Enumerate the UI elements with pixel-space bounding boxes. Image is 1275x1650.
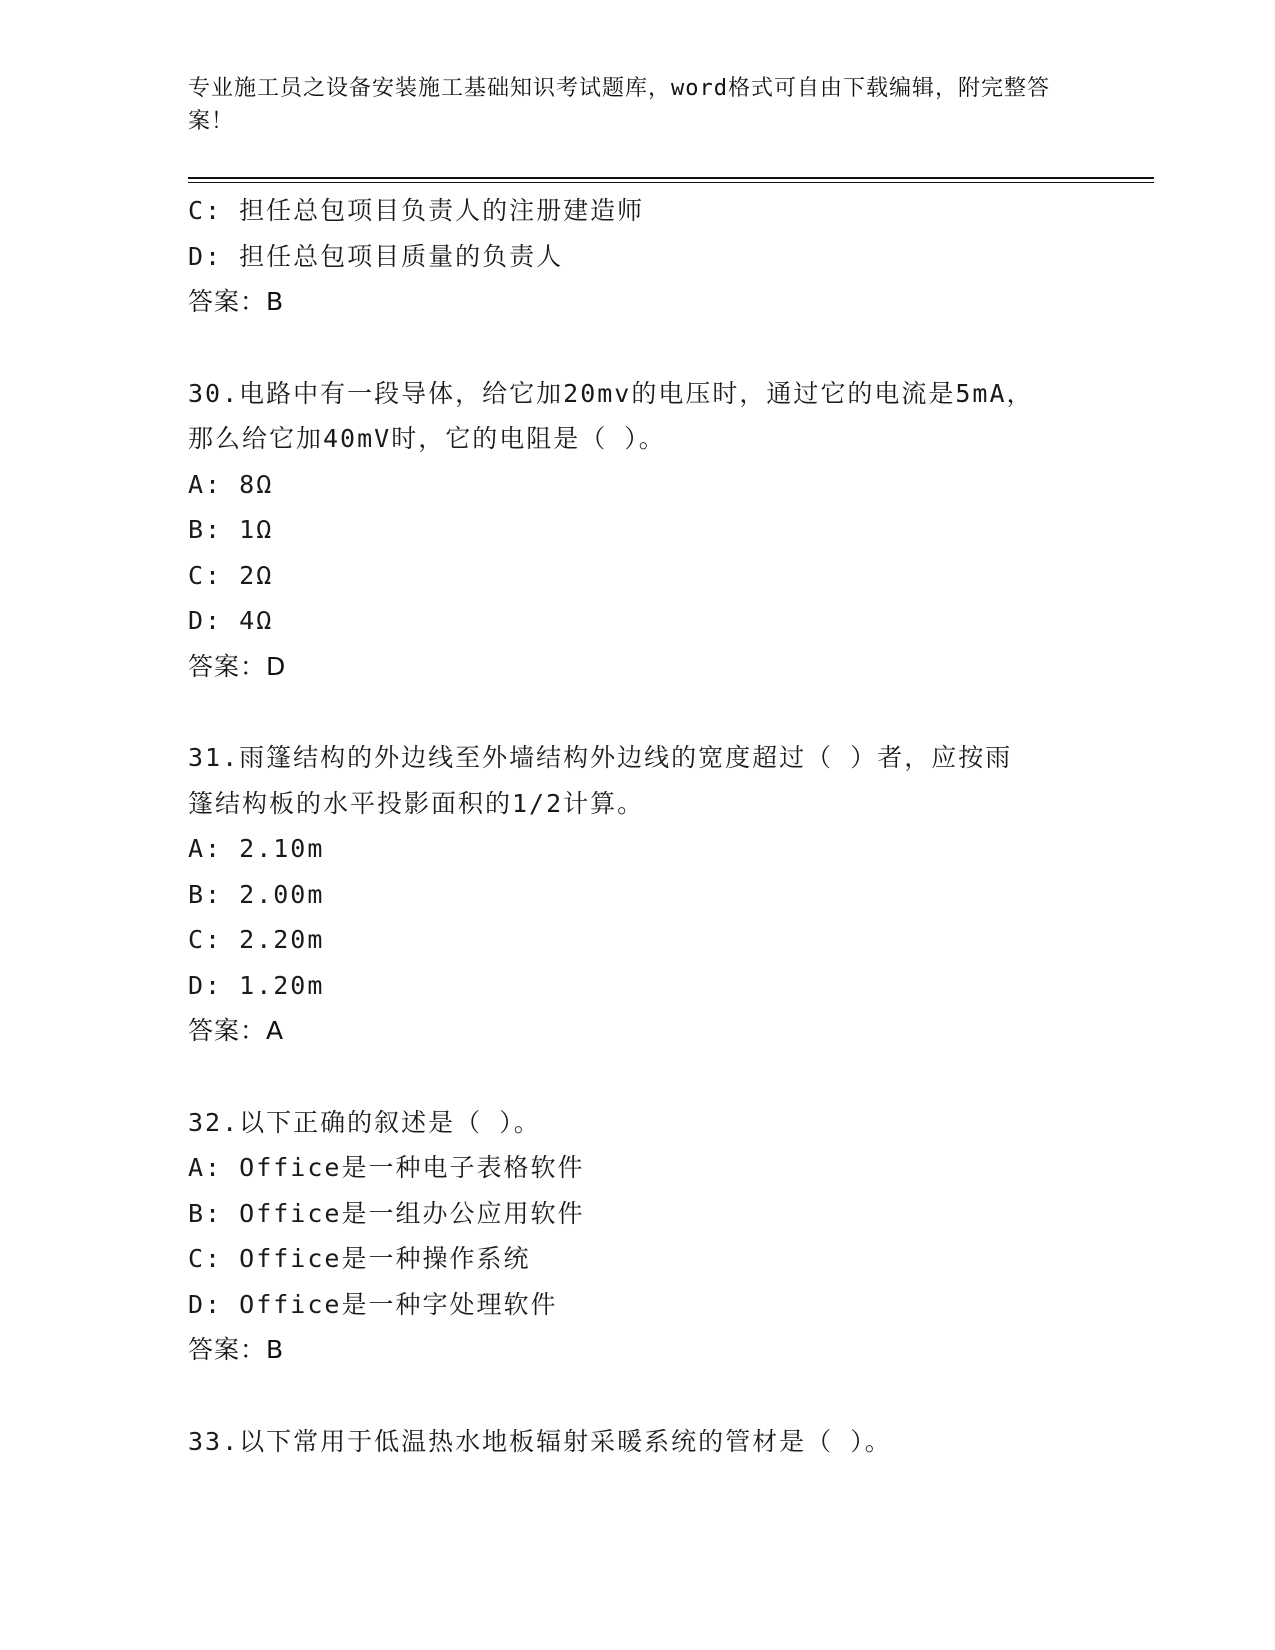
question-text-line-1: 32.以下正确的叙述是（ ）。 [188,1107,541,1137]
option-a: A: 8Ω [188,469,274,499]
question-text-line-2: 篷结构板的水平投影面积的1/2计算。 [188,788,645,818]
question-32 [188,1100,1088,1373]
answer-line: 答案：A [188,1016,285,1045]
answer-line: 答案：B [188,1335,285,1364]
question-text-line-1: 30.电路中有一段导体，给它加20mv的电压时，通过它的电流是5mA， [188,378,1034,408]
question-text-line-1: 33.以下常用于低温热水地板辐射采暖系统的管材是（ ）。 [188,1426,892,1456]
option-c: C: 担任总包项目负责人的注册建造师 [188,196,645,225]
option-b: B: Office是一组办公应用软件 [188,1198,585,1228]
option-c: C: 2.20m [188,925,325,954]
question-31 [188,735,1088,1054]
option-d: D: 4Ω [188,606,274,635]
header-divider-thin [188,182,1154,183]
document-header [188,72,1068,138]
answer-line: 答案：D [188,651,287,681]
option-d: D: Office是一种字处理软件 [188,1289,558,1319]
header-title: 专业施工员之设备安装施工基础知识考试题库，word格式可自由下载编辑，附完整答案！ [188,76,1050,134]
option-b: B: 1Ω [188,515,274,544]
option-d: D: 担任总包项目质量的负责人 [188,241,564,271]
question-33 [188,1419,1088,1465]
option-b: B: 2.00m [188,879,325,909]
header-divider-thick [188,177,1154,179]
question-text-line-1: 31.雨篷结构的外边线至外墙结构外边线的宽度超过（ ）者，应按雨 [188,743,1013,772]
option-c: C: Office是一种操作系统 [188,1244,531,1273]
question-29-tail [188,188,1088,325]
option-c: C: 2Ω [188,560,274,590]
option-d: D: 1.20m [188,970,325,1000]
question-text-line-2: 那么给它加40mV时，它的电阻是（ ）。 [188,424,666,453]
option-a: A: Office是一种电子表格软件 [188,1153,585,1182]
question-30 [188,371,1088,690]
option-a: A: 2.10m [188,834,325,863]
answer-line: 答案：B [188,287,285,316]
question-list [188,188,1088,1464]
